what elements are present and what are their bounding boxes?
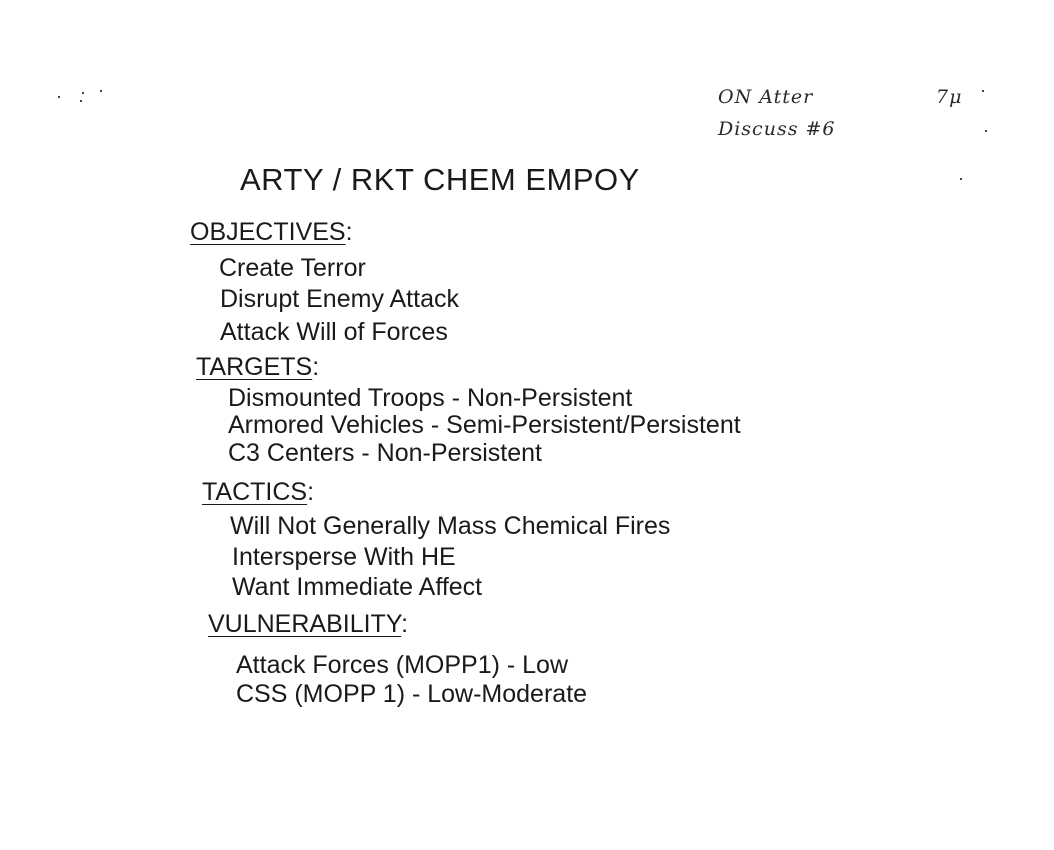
targets-item: Dismounted Troops - Non-Persistent [228, 384, 633, 412]
scan-speck [82, 92, 84, 94]
objectives-heading-label: OBJECTIVES [190, 218, 346, 246]
scan-speck [985, 130, 987, 132]
tactics-item: Will Not Generally Mass Chemical Fires [230, 512, 671, 540]
objectives-heading: OBJECTIVES: [190, 218, 353, 246]
scan-speck [960, 178, 962, 180]
handwritten-note-line1: ON Atter [718, 86, 814, 108]
page-title: ARTY / RKT CHEM EMPOY [240, 162, 640, 197]
objectives-item: Attack Will of Forces [220, 318, 448, 346]
scan-speck [58, 96, 60, 98]
vulnerability-heading-label: VULNERABILITY [208, 610, 402, 638]
targets-heading-label: TARGETS [196, 353, 313, 381]
scan-speck [982, 90, 984, 92]
objectives-item: Create Terror [219, 254, 366, 282]
targets-item: Armored Vehicles - Semi-Persistent/Persistent [228, 411, 741, 439]
tactics-item: Intersperse With HE [232, 543, 456, 571]
vulnerability-heading: VULNERABILITY: [208, 610, 409, 638]
scan-speck [100, 90, 102, 92]
tactics-heading-label: TACTICS [202, 478, 308, 506]
vulnerability-item: CSS (MOPP 1) - Low-Moderate [236, 680, 588, 708]
targets-heading: TARGETS: [196, 353, 320, 381]
tactics-heading: TACTICS: [202, 478, 315, 506]
handwritten-page-mark: 7μ [936, 86, 963, 108]
objectives-item: Disrupt Enemy Attack [220, 285, 459, 313]
vulnerability-item: Attack Forces (MOPP1) - Low [236, 651, 569, 679]
targets-item: C3 Centers - Non-Persistent [228, 439, 543, 467]
handwritten-note-line2: Discuss #6 [718, 118, 836, 140]
tactics-item: Want Immediate Affect [232, 573, 483, 601]
scan-speck [80, 100, 82, 102]
